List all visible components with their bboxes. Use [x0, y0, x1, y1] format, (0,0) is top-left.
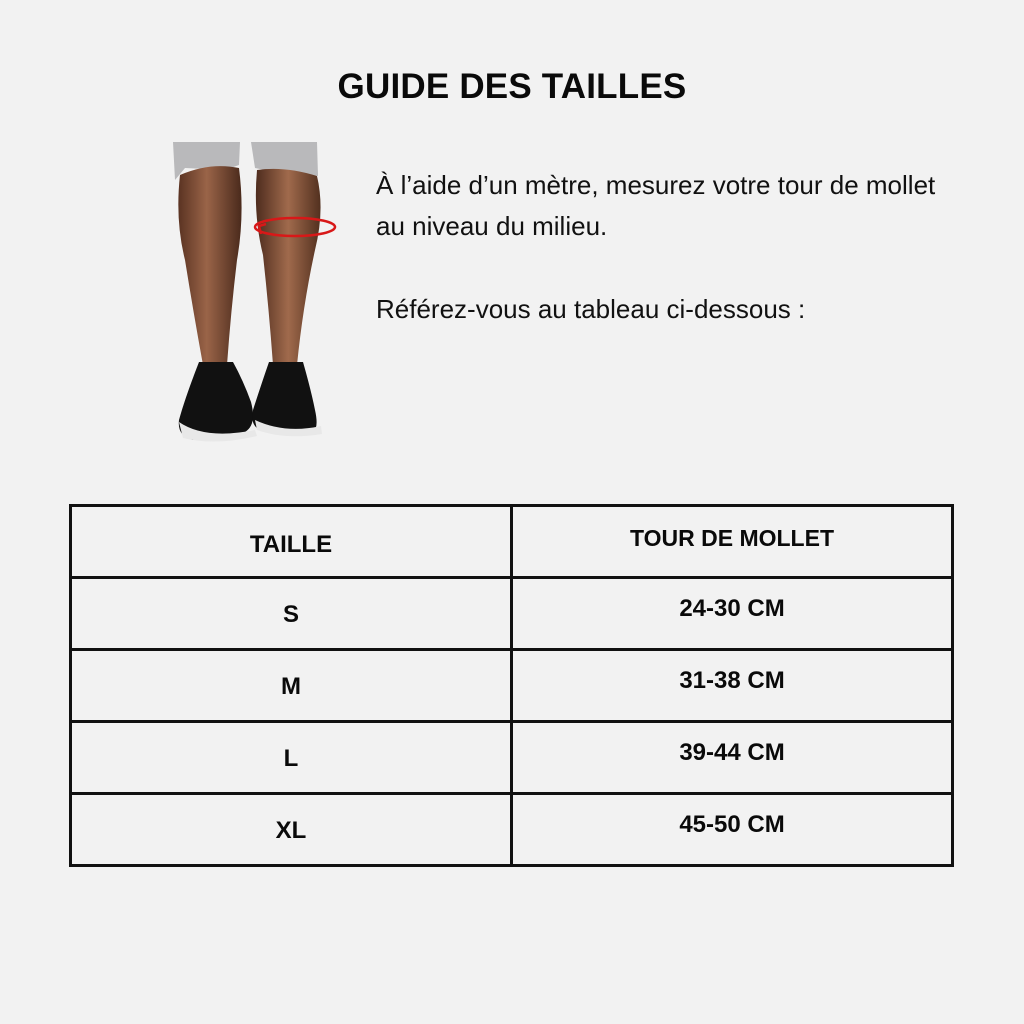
header-calf-circumference: TOUR DE MOLLET: [512, 506, 953, 578]
table-row: [71, 794, 953, 866]
calf-cell: 39-44 CM: [512, 722, 953, 794]
legs-icon: [165, 140, 345, 445]
calf-cell: 24-30 CM: [512, 578, 953, 650]
table-row: [71, 650, 953, 722]
calf-cell: 31-38 CM: [512, 650, 953, 722]
size-cell: M: [71, 650, 512, 722]
table-row: [71, 578, 953, 650]
instructions: [376, 165, 936, 330]
size-cell: XL: [71, 794, 512, 866]
table-row: [71, 722, 953, 794]
header-size: TAILLE: [71, 506, 512, 578]
instruction-measure: À l’aide d’un mètre, mesurez votre tour de mollet au niveau du milieu.: [376, 170, 936, 241]
page-title: GUIDE DES TAILLES: [337, 67, 687, 107]
calf-measurement-illustration: [165, 140, 345, 445]
instruction-refer: Référez-vous au tableau ci-dessous :: [376, 294, 806, 324]
size-cell: L: [71, 722, 512, 794]
calf-cell: 45-50 CM: [512, 794, 953, 866]
size-table: [69, 504, 954, 867]
size-cell: S: [71, 578, 512, 650]
table-header-row: [71, 506, 953, 578]
